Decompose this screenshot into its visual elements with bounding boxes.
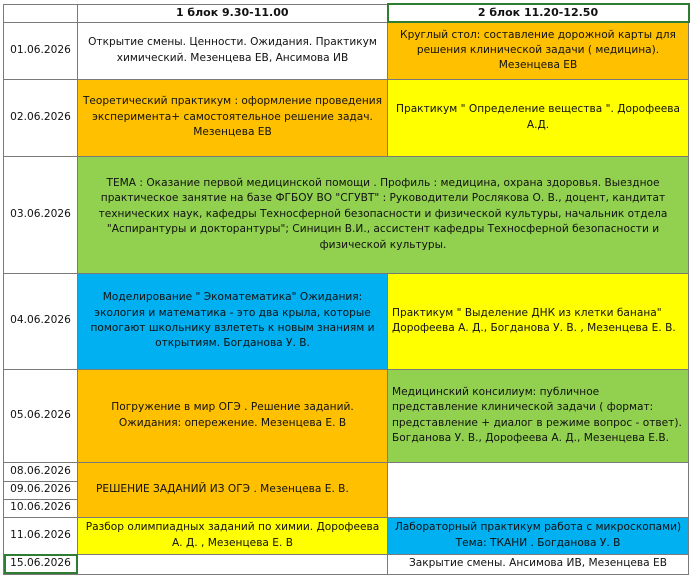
block2-cell[interactable]: Круглый стол: составление дорожной карты для решения клинической задачи ( медицина). Мезенцева ЕВ: [388, 22, 689, 79]
block2-cell[interactable]: Практикум " Определение вещества ". Дорофеева А.Д.: [388, 79, 689, 156]
corner-cell[interactable]: [4, 4, 78, 22]
table-row: [4, 554, 689, 574]
merged-cell[interactable]: ТЕМА : Оказание первой медицинской помощи . Профиль : медицина, охрана здоровья. Выездное практическое занятие на базе ФГБОУ ВО "СГУВТ" : Руководители Рослякова О. В., доцент, кандитат технических наук, кафедры Техносферной безопасности и физической культуры, начальник отдела "Аспирантуры и докторантуры"; Синицин В.И., ассистент кафедры Техносферной безопасности и физической культуры.: [78, 156, 689, 273]
block1-cell[interactable]: Разбор олимпиадных заданий по химии. Дорофеева А. Д. , Мезенцева Е. В: [78, 517, 388, 554]
table-row: [4, 79, 689, 156]
date-cell[interactable]: 15.06.2026: [4, 554, 78, 574]
block1-cell[interactable]: Погружение в мир ОГЭ . Решение заданий. Ожидания: опережение. Мезенцева Е. В: [78, 369, 388, 462]
block2-cell[interactable]: Практикум " Выделение ДНК из клетки банана" Дорофеева А. Д., Богданова У. В. , Мезенцева Е. В.: [388, 273, 689, 369]
table-row: [4, 22, 689, 79]
date-cell[interactable]: 09.06.2026: [4, 481, 78, 499]
block1-cell[interactable]: Теоретический практикум : оформление проведения эксперимента+ самостоятельное решение задач. Мезенцева ЕВ: [78, 79, 388, 156]
date-cell[interactable]: 05.06.2026: [4, 369, 78, 462]
header-row: [4, 4, 689, 22]
block1-cell[interactable]: [78, 554, 388, 574]
block2-cell[interactable]: Лабораторный практикум работа с микроскопами) Тема: ТКАНИ . Богданова У. В: [388, 517, 689, 554]
header-block1[interactable]: 1 блок 9.30-11.00: [78, 4, 388, 22]
date-cell[interactable]: 03.06.2026: [4, 156, 78, 273]
date-cell[interactable]: 01.06.2026: [4, 22, 78, 79]
table-row: [4, 462, 689, 481]
table-row: [4, 273, 689, 369]
table-row: [4, 156, 689, 273]
date-cell[interactable]: 11.06.2026: [4, 517, 78, 554]
block2-cell[interactable]: Медицинский консилиум: публичное представление клинической задачи ( формат: представление + диалог в режиме вопрос - ответ). Богданова У. В., Дорофеева А. Д., Мезенцева Е.В.: [388, 369, 689, 462]
block1-cell[interactable]: Открытие смены. Ценности. Ожидания. Практикум химический. Мезенцева ЕВ, Ансимова ИВ: [78, 22, 388, 79]
block2-cell[interactable]: Закрытие смены. Ансимова ИВ, Мезенцева ЕВ: [388, 554, 689, 574]
schedule-table: [3, 3, 690, 575]
date-cell[interactable]: 10.06.2026: [4, 499, 78, 517]
block2-cell[interactable]: [388, 462, 689, 517]
block1-cell[interactable]: РЕШЕНИЕ ЗАДАНИЙ ИЗ ОГЭ . Мезенцева Е. В.: [78, 462, 388, 517]
table-row: [4, 369, 689, 462]
date-cell[interactable]: 02.06.2026: [4, 79, 78, 156]
date-cell[interactable]: 04.06.2026: [4, 273, 78, 369]
date-cell[interactable]: 08.06.2026: [4, 462, 78, 481]
table-row: [4, 517, 689, 554]
block1-cell[interactable]: Моделирование " Экоматематика" Ожидания: экология и математика - это два крыла, которые помогают школьнику взлететь к новым знаниям и открытиям. Богданова У. В.: [78, 273, 388, 369]
header-block2[interactable]: 2 блок 11.20-12.50: [388, 4, 689, 22]
